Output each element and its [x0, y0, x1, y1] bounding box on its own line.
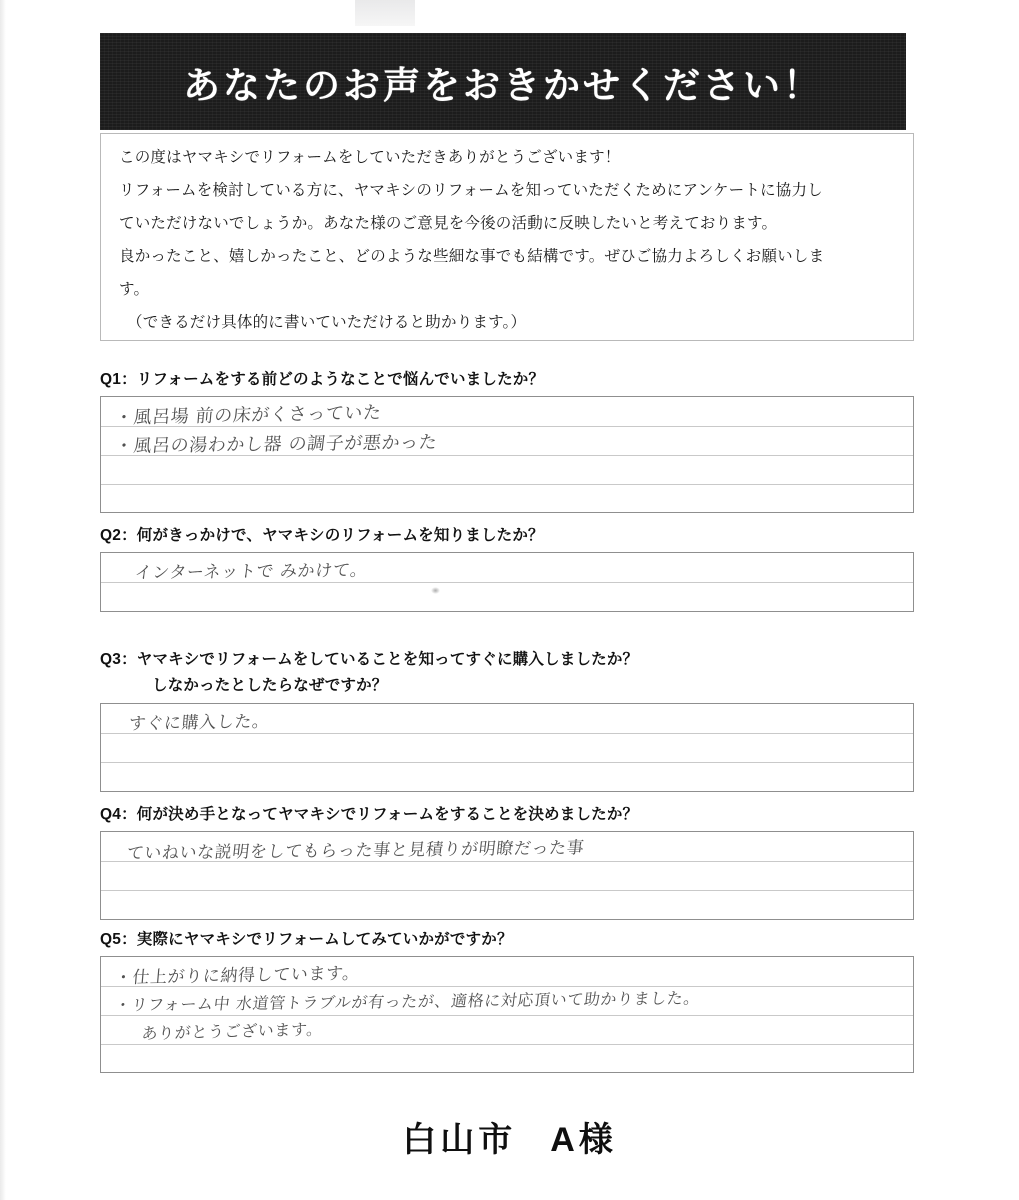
question-block-q3	[100, 648, 914, 792]
question-block-q1	[100, 368, 914, 513]
rule-line	[101, 1044, 913, 1045]
answer-box-q2[interactable]	[100, 552, 914, 612]
answer-box-q5[interactable]	[100, 956, 914, 1073]
handwritten-answer-line: ・仕上がりに納得しています。	[113, 963, 361, 989]
footer-customer: A様	[550, 1121, 617, 1159]
question-sublabel-q3: しなかったとしたらなぜですか？	[152, 677, 388, 695]
handwritten-answer-line: すぐに購入した。	[127, 711, 271, 734]
rule-line	[101, 1015, 913, 1016]
answer-box-q4[interactable]	[100, 831, 914, 920]
answer-box-q3[interactable]	[100, 703, 914, 792]
answer-box-q1[interactable]	[100, 396, 914, 513]
question-label-q3: Q3：ヤマキシでリフォームをしていることを知ってすぐに購入しましたか？	[100, 651, 639, 668]
rule-line	[101, 762, 913, 763]
intro-line-3: ていただけないでしょうか。あなた様のご意見を今後の活動に反映したいと考えております。	[119, 215, 778, 233]
handwritten-answer-line: ていねいな説明をしてもらった事と見積りが明瞭だった事	[125, 838, 586, 865]
handwritten-answer-line: ・風呂場 前の床がくさっていた	[113, 402, 383, 429]
question-label-q2: Q2：何がきっかけで、ヤマキシのリフォームを知りましたか？	[100, 527, 544, 544]
handwritten-answer-line: インターネットで みかけて。	[133, 560, 369, 584]
intro-line-5: す。	[119, 281, 150, 299]
rule-line	[101, 582, 913, 583]
intro-line-2: リフォームを検討している方に、ヤマキシのリフォームを知っていただくためにアンケートに協力し	[119, 182, 823, 200]
scan-smudge	[431, 587, 440, 594]
banner-title: あなたのお声をおきかせください！	[183, 64, 823, 106]
question-label-q4: Q4：何が決め手となってヤマキシでリフォームをすることを決めましたか？	[100, 806, 639, 823]
handwritten-answer-line: ・風呂の湯わかし器 の調子が悪かった	[113, 432, 439, 458]
question-block-q5	[100, 928, 914, 1073]
footer	[0, 1112, 1019, 1161]
question-label-q1: Q1：リフォームをする前どのようなことで悩んでいましたか？	[100, 371, 545, 388]
intro-line-4: 良かったこと、嬉しかったこと、どのような些細な事でも結構です。ぜひご協力よろしくお願いしま	[119, 248, 825, 266]
footer-city: 白山市	[402, 1121, 517, 1159]
intro-text-box	[100, 133, 914, 341]
handwritten-answer-line: ・リフォーム中 水道管トラブルが有ったが、適格に対応頂いて助かりました。	[113, 988, 702, 1015]
question-label-q5: Q5：実際にヤマキシでリフォームしてみていかがですか？	[100, 931, 513, 948]
intro-line-1: この度はヤマキシでリフォームをしていただきありがとうございます！	[119, 149, 621, 166]
rule-line	[101, 733, 913, 734]
rule-line	[101, 484, 913, 485]
header-banner	[100, 33, 906, 130]
intro-line-6: （できるだけ具体的に書いていただけると助かります。）	[127, 314, 527, 332]
rule-line	[101, 890, 913, 891]
handwritten-answer-line: ありがとうございます。	[124, 1019, 324, 1044]
question-block-q4	[100, 803, 914, 920]
question-block-q2	[100, 524, 914, 612]
footer-customer-label	[402, 1112, 617, 1161]
